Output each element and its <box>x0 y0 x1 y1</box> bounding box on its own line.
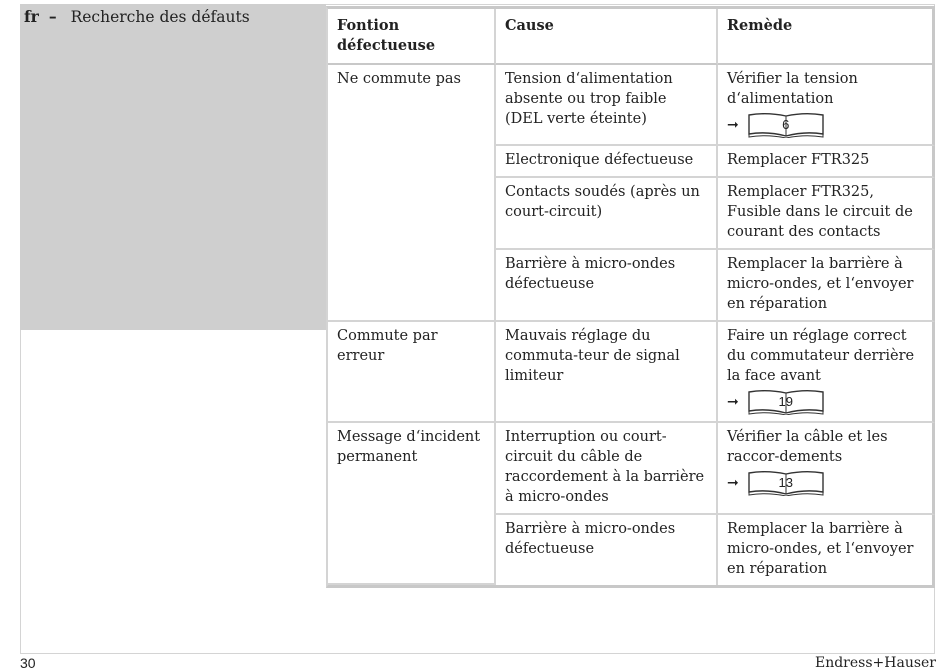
section-title: Recherche des défauts <box>70 8 250 26</box>
cause-cell: Barrière à micro-ondes défectueuse <box>496 515 718 585</box>
section-sidebar <box>20 4 326 330</box>
fault-cell: Message d‘incident permanent <box>328 423 496 585</box>
remedy-text: Vérifier la tension d‘alimentation <box>727 71 858 107</box>
reference-page-number: 19 <box>778 394 793 409</box>
remedy-cell <box>718 322 935 423</box>
remedy-text: Faire un réglage correct du commutateur derrière la face avant <box>727 328 915 384</box>
remedy-text: Remplacer la barrière à micro-ondes, et l‘envoyer en réparation <box>727 256 914 312</box>
column-header-remedy: Remède <box>718 9 935 65</box>
fault-cell: Commute par erreur <box>328 322 496 423</box>
cause-cell: Interruption ou court-circuit du câble de raccordement à la barrière à micro-ondes <box>496 423 718 515</box>
page-reference <box>727 470 924 496</box>
cause-cell: Contacts soudés (après un court-circuit) <box>496 178 718 250</box>
fault-cell: Ne commute pas <box>328 65 496 322</box>
book-icon <box>747 112 825 138</box>
remedy-cell <box>718 423 935 515</box>
table-row <box>328 65 935 146</box>
book-icon <box>747 470 825 496</box>
cause-cell: Tension d‘alimentation absente ou trop faible (DEL verte éteinte) <box>496 65 718 146</box>
remedy-text: Vérifier la câble et les raccor-dements <box>727 429 888 465</box>
arrow-right-icon: ➞ <box>727 475 739 491</box>
remedy-text: Remplacer FTR325, Fusible dans le circuit de courant des contacts <box>727 184 913 240</box>
language-code: fr <box>24 7 39 26</box>
column-header-fault: Fontion défectueuse <box>328 9 496 65</box>
brand-name: Endress+Hauser <box>814 655 936 671</box>
header-dash: – <box>48 7 57 26</box>
reference-page-number: 13 <box>778 475 793 490</box>
cause-cell: Mauvais réglage du commuta-teur de signal limiteur <box>496 322 718 423</box>
remedy-cell <box>718 178 935 250</box>
remedy-cell <box>718 515 935 585</box>
column-header-cause: Cause <box>496 9 718 65</box>
arrow-right-icon: ➞ <box>727 117 739 133</box>
remedy-cell <box>718 146 935 178</box>
reference-page-number: 6 <box>782 117 790 132</box>
page-reference <box>727 389 924 415</box>
book-icon <box>747 389 825 415</box>
table-row <box>328 423 935 515</box>
remedy-text: Remplacer la barrière à micro-ondes, et l‘envoyer en réparation <box>727 521 914 577</box>
remedy-cell <box>718 250 935 322</box>
section-header <box>24 7 250 26</box>
arrow-right-icon: ➞ <box>727 394 739 410</box>
cause-cell: Barrière à micro-ondes défectueuse <box>496 250 718 322</box>
remedy-cell <box>718 65 935 146</box>
remedy-text: Remplacer FTR325 <box>727 152 870 168</box>
page-reference <box>727 112 924 138</box>
table-row <box>328 322 935 423</box>
cause-cell: Electronique défectueuse <box>496 146 718 178</box>
table-header-row <box>328 9 935 65</box>
troubleshooting-table <box>326 6 935 588</box>
page-number: 30 <box>20 655 36 671</box>
